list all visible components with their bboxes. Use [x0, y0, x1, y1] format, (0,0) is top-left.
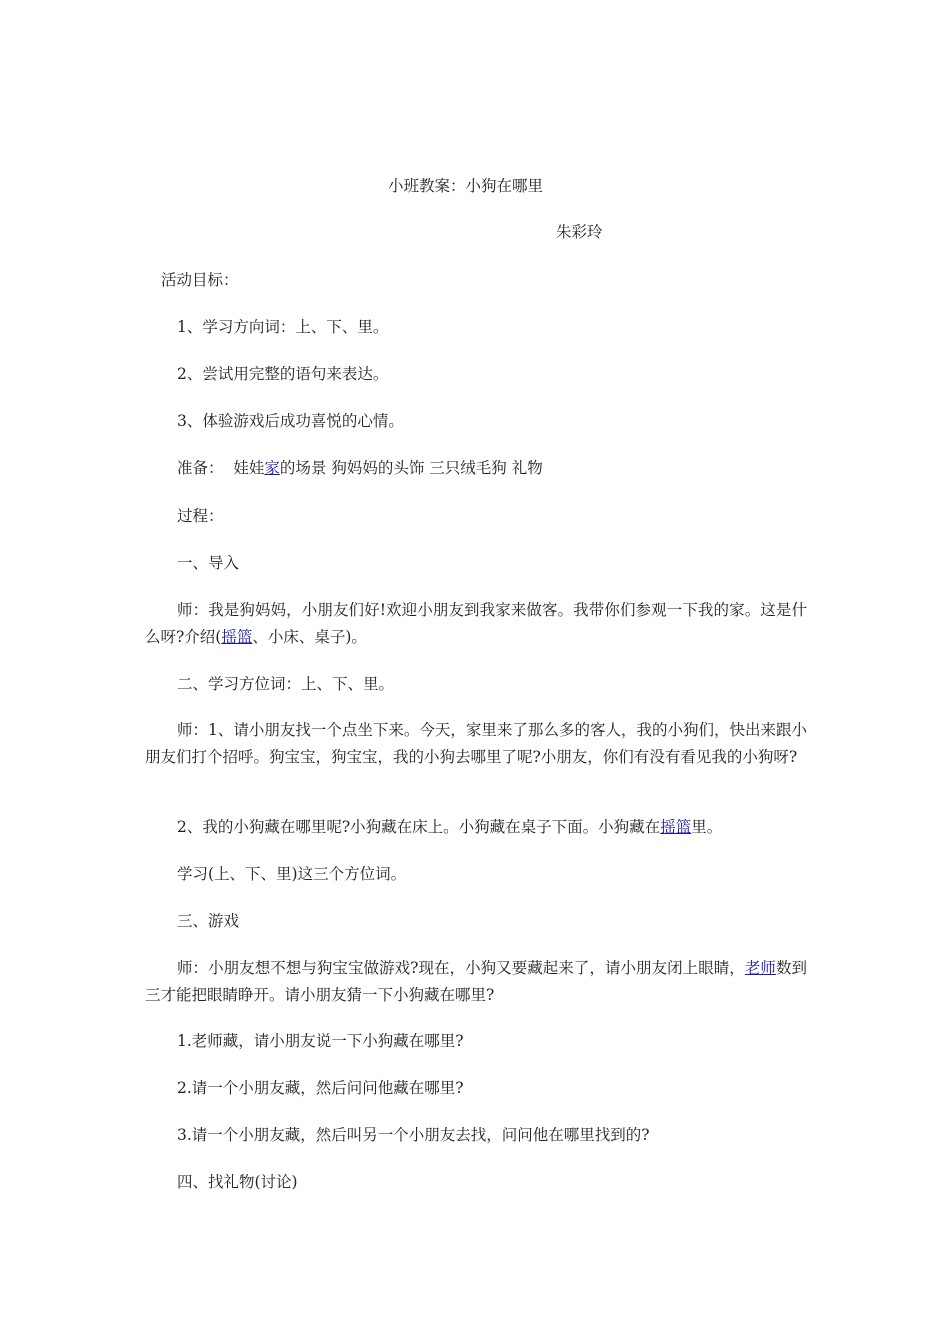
link-home[interactable]: 家	[264, 459, 280, 477]
section-heading: 四、找礼物(讨论)	[177, 1173, 298, 1191]
section-paragraph: 师：小朋友想不想与狗宝宝做游戏?现在，小狗又要藏起来了，请小朋友闭上眼睛，老师数到三才能把眼睛睁开。请小朋友猜一下小狗藏在哪里?	[145, 959, 807, 1004]
link-teacher[interactable]: 老师	[744, 959, 776, 977]
section-paragraph: 师：我是狗妈妈，小朋友们好!欢迎小朋友到我家来做客。我带你们参观一下我的家。这是什么呀?介绍(摇篮、小床、桌子)。	[145, 601, 807, 646]
section-paragraph: 2、我的小狗藏在哪里呢?小狗藏在床上。小狗藏在桌子下面。小狗藏在摇篮里。	[177, 818, 723, 836]
preparation-line	[177, 458, 543, 478]
section-heading: 一、导入	[177, 554, 240, 572]
game-item: 2.请一个小朋友藏，然后问问他藏在哪里?	[177, 1079, 464, 1097]
game-item: 1.老师藏，请小朋友说一下小狗藏在哪里?	[177, 1032, 464, 1050]
section-paragraph: 师：1、请小朋友找一个点坐下来。今天，家里来了那么多的客人，我的小狗们，快出来跟小朋友们打个招呼。狗宝宝，狗宝宝，我的小狗去哪里了呢?小朋友，你们有没有看见我的小狗呀?	[145, 721, 807, 766]
game-item: 3.请一个小朋友藏，然后叫另一个小朋友去找，问问他在哪里找到的?	[177, 1126, 650, 1144]
document-title: 小班教案：小狗在哪里	[388, 177, 544, 195]
link-cradle[interactable]: 摇篮	[660, 818, 692, 836]
goal-item: 3、体验游戏后成功喜悦的心情。	[177, 412, 404, 430]
preparation-text: 的场景 狗妈妈的头饰 三只绒毛狗 礼物	[279, 459, 543, 477]
process-heading: 过程：	[177, 507, 224, 525]
author-name: 朱彩玲	[556, 223, 603, 241]
goal-item: 2、尝试用完整的语句来表达。	[177, 365, 389, 383]
section-heading: 二、学习方位词：上、下、里。	[177, 675, 395, 693]
section-heading: 三、游戏	[177, 912, 240, 930]
link-cradle[interactable]: 摇篮	[221, 628, 253, 646]
goals-heading: 活动目标：	[161, 271, 239, 289]
preparation-label: 准备：	[177, 459, 224, 477]
preparation-text: 娃娃	[233, 459, 265, 477]
section-paragraph: 学习(上、下、里)这三个方位词。	[177, 865, 407, 883]
goal-item: 1、学习方向词：上、下、里。	[177, 318, 389, 336]
